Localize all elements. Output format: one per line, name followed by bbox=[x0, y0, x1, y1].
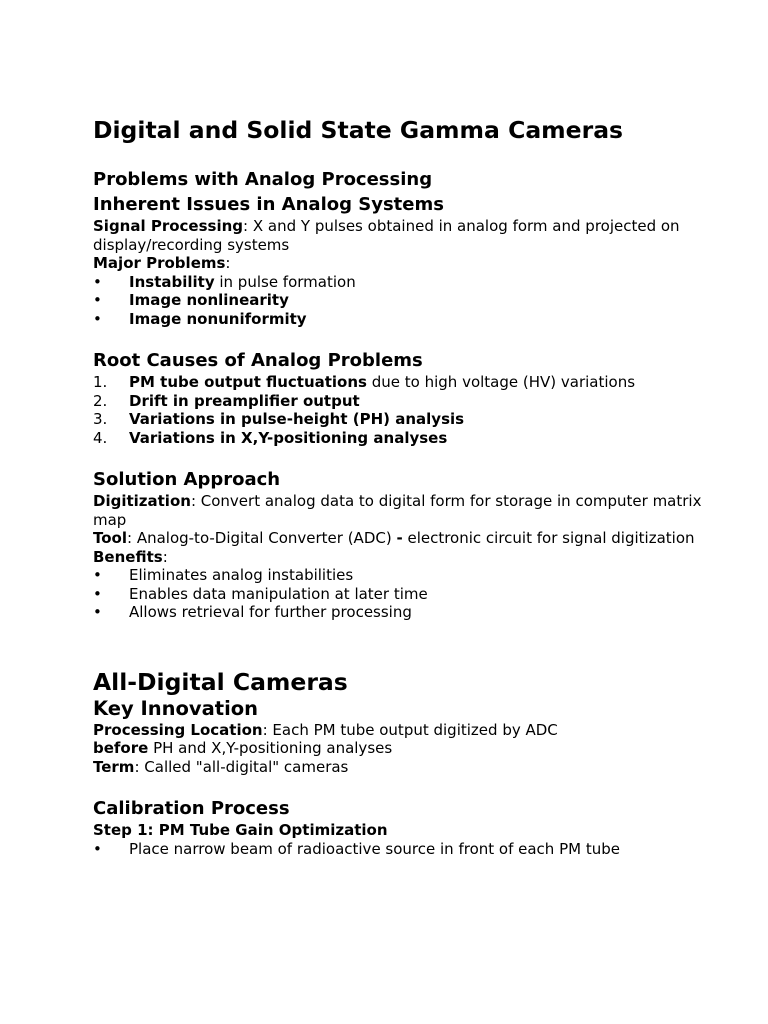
all-digital-heading: All-Digital Cameras bbox=[93, 667, 348, 696]
problems-heading: Problems with Analog Processing bbox=[93, 169, 433, 190]
number-marker: 1. bbox=[93, 373, 108, 391]
benefits-paragraph: Benefits: bbox=[93, 547, 168, 566]
number-marker: 4. bbox=[93, 428, 108, 447]
number-marker: 3. bbox=[93, 410, 108, 428]
root-causes-heading: Root Causes of Analog Problems bbox=[93, 350, 423, 371]
list-item: 4. Variations in X,Y-positioning analyses bbox=[93, 428, 448, 447]
signal-processing-paragraph bbox=[93, 217, 713, 254]
major-problems-label: Major Problems bbox=[93, 254, 226, 272]
term-paragraph: Term: Called "all-digital" cameras bbox=[93, 757, 349, 776]
solution-heading: Solution Approach bbox=[93, 469, 281, 490]
digitization-paragraph: Digitization: Convert analog data to digital form for storage in computer matrix map bbox=[93, 492, 702, 529]
signal-processing-label: Signal Processing bbox=[93, 217, 244, 235]
bullet-marker: • bbox=[93, 566, 102, 584]
digitization-label: Digitization bbox=[93, 492, 191, 510]
list-item: • Instability in pulse formation bbox=[93, 272, 356, 291]
bullet-marker: • bbox=[93, 603, 102, 621]
bullet-marker: • bbox=[93, 291, 102, 309]
step1-heading: Step 1: PM Tube Gain Optimization bbox=[93, 821, 388, 839]
bullet-marker: • bbox=[93, 839, 102, 858]
document-page bbox=[93, 110, 713, 858]
processing-location-paragraph: Processing Location: Each PM tube output digitized by ADC bbox=[93, 720, 558, 739]
bullet-marker: • bbox=[93, 584, 102, 603]
list-item: 3. Variations in pulse-height (PH) analysis bbox=[93, 410, 465, 428]
document-title: Digital and Solid State Gamma Cameras bbox=[93, 116, 624, 144]
before-paragraph: before PH and X,Y-positioning analyses bbox=[93, 739, 393, 757]
list-item: 2. Drift in preamplifier output bbox=[93, 391, 360, 410]
tool-label: Tool bbox=[93, 529, 127, 547]
list-item: • Image nonlinearity bbox=[93, 291, 289, 309]
list-item: 1. PM tube output fluctuations due to high voltage (HV) variations bbox=[93, 373, 636, 391]
benefits-label: Benefits bbox=[93, 547, 163, 566]
benefits-list bbox=[93, 566, 713, 622]
list-item: • Eliminates analog instabilities bbox=[93, 566, 354, 584]
list-item: • Place narrow beam of radioactive source in front of each PM tube bbox=[93, 839, 620, 858]
key-innovation-heading: Key Innovation bbox=[93, 696, 259, 720]
calibration-list bbox=[93, 840, 713, 859]
number-marker: 2. bbox=[93, 391, 108, 410]
root-causes-list bbox=[93, 373, 713, 447]
term-label: Term bbox=[93, 757, 135, 776]
bullet-marker: • bbox=[93, 309, 102, 328]
major-problems-list bbox=[93, 273, 713, 329]
processing-location-label: Processing Location bbox=[93, 720, 263, 739]
list-item: • Allows retrieval for further processing bbox=[93, 603, 412, 621]
tool-paragraph: Tool: Analog-to-Digital Converter (ADC) - electronic circuit for signal digitization bbox=[93, 529, 695, 547]
list-item: • Image nonuniformity bbox=[93, 309, 307, 328]
signal-processing-text: : X and Y pulses obtained in analog form and projected on display/recording systems bbox=[93, 217, 680, 254]
bullet-marker: • bbox=[93, 272, 102, 291]
list-item: • Enables data manipulation at later time bbox=[93, 584, 428, 603]
problems-subheading: Inherent Issues in Analog Systems bbox=[93, 194, 444, 215]
major-problems-paragraph: Major Problems: bbox=[93, 254, 231, 272]
calibration-heading: Calibration Process bbox=[93, 798, 290, 819]
